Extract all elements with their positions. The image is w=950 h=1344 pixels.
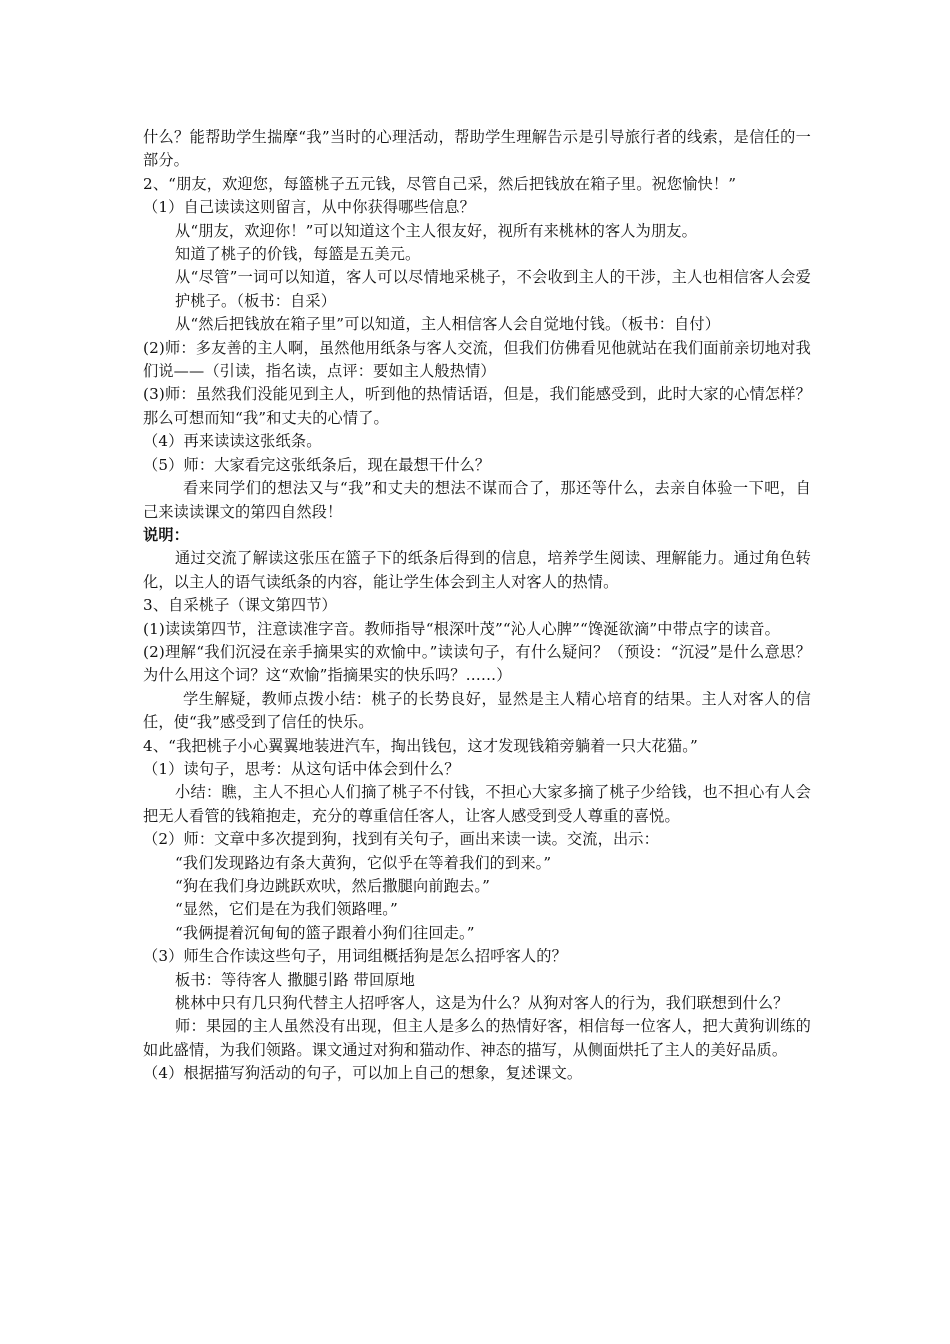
paragraph: 从“朋友，欢迎你！”可以知道这个主人很友好，视所有来桃林的客人为朋友。 <box>175 221 697 240</box>
paragraph: 桃林中只有几只狗代替主人招呼客人，这是为什么？从狗对客人的行为，我们联想到什么？ <box>175 994 789 1013</box>
paragraph: 从“尽管”一词可以知道，客人可以尽情地采桃子，不会收到主人的干涉，主人也相信客人会爱护桃子。（板书：自采） <box>175 268 811 310</box>
quote-line: “显然，它们是在为我们领路哩。” <box>175 900 398 919</box>
quote-line: “我俩提着沉甸甸的篮子跟着小狗们往回走。” <box>175 923 475 942</box>
board-note: 板书：等待客人 撒腿引路 带回原地 <box>175 970 416 989</box>
quote-line: “狗在我们身边跳跃欢吠，然后撒腿向前跑去。” <box>175 877 490 895</box>
list-item: （3）师生合作读这些句子，用词组概括狗是怎么招呼客人的？ <box>143 947 567 966</box>
paragraph: 什么？能帮助学生揣摩“我”当时的心理活动，帮助学生理解告示是引导旅行者的线索，是信任的一部分。 <box>143 128 811 170</box>
list-item: （4）再来读读这张纸条。 <box>143 432 322 451</box>
list-item: (3)师：虽然我们没能见到主人，听到他的热情话语，但是，我们能感受到，此时大家的心情怎样？那么可想而知“我”和丈夫的心情了。 <box>143 385 811 427</box>
paragraph: 师：果园的主人虽然没有出现，但主人是多么的热情好客，相信每一位客人，把大黄狗训练的如此盛情，为我们领路。课文通过对狗和猫动作、神态的描写，从侧面烘托了主人的美好品质。 <box>143 1017 811 1059</box>
section-heading: 3、自采桃子（课文第四节） <box>143 596 337 615</box>
list-item: (2)理解“我们沉浸在亲手摘果实的欢愉中。”读读句子，有什么疑问？（预设：“沉浸”是什么意思？为什么用这个词？这“欢愉”指摘果实的快乐吗？……） <box>143 642 811 685</box>
list-item: （1）读句子，思考：从这句话中体会到什么？ <box>143 759 460 778</box>
list-item: (1)读读第四节，注意读准字音。教师指导“根深叶茂”“沁人心脾”“馋涎欲滴”中带点字的读音。 <box>143 619 780 638</box>
paragraph: 学生解疑，教师点拨小结：桃子的长势良好，显然是主人精心培育的结果。主人对客人的信任，使“我”感受到了信任的快乐。 <box>143 689 811 732</box>
list-item: （2）师：文章中多次提到狗，找到有关句子，画出来读一读。交流，出示： <box>143 830 659 849</box>
paragraph: 看来同学们的想法又与“我”和丈夫的想法不谋而合了，那还等什么，去亲自体验一下吧，自己来读读课文的第四自然段！ <box>143 479 811 521</box>
quote-line: “我们发现路边有条大黄狗，它似乎在等着我们的到来。” <box>175 853 552 872</box>
document-body <box>143 126 811 1086</box>
section-heading: 2、“朋友，欢迎您，每篮桃子五元钱，尽管自己采，然后把钱放在箱子里。祝您愉快！” <box>143 174 737 193</box>
list-item: （4）根据描写狗活动的句子，可以加上自己的想象，复述课文。 <box>143 1064 583 1083</box>
paragraph: 知道了桃子的价钱，每篮是五美元。 <box>175 245 421 264</box>
paragraph: 从“然后把钱放在箱子里”可以知道，主人相信客人会自觉地付钱。（板书：自付） <box>175 315 721 334</box>
paragraph: 小结：瞧，主人不担心人们摘了桃子不付钱，不担心大家多摘了桃子少给钱，也不担心有人会把无人看管的钱箱抱走，充分的尊重信任客人，让客人感受到受人尊重的喜悦。 <box>143 783 811 825</box>
list-item: （1）自己读读这则留言，从中你获得哪些信息？ <box>143 198 475 217</box>
list-item: (2)师：多友善的主人啊，虽然他用纸条与客人交流，但我们仿佛看见他就站在我们面前亲切地对我们说——（引读，指名读，点评：要如主人般热情） <box>143 338 811 381</box>
paragraph: 通过交流了解读这张压在篮子下的纸条后得到的信息，培养学生阅读、理解能力。通过角色转化，以主人的语气读纸条的内容，能让学生体会到主人对客人的热情。 <box>143 549 811 591</box>
list-item: （5）师：大家看完这张纸条后，现在最想干什么？ <box>143 455 491 474</box>
note-heading: 说明： <box>143 525 190 544</box>
section-heading: 4、“我把桃子小心翼翼地装进汽车，掏出钱包，这才发现钱箱旁躺着一只大花猫。” <box>143 736 698 755</box>
